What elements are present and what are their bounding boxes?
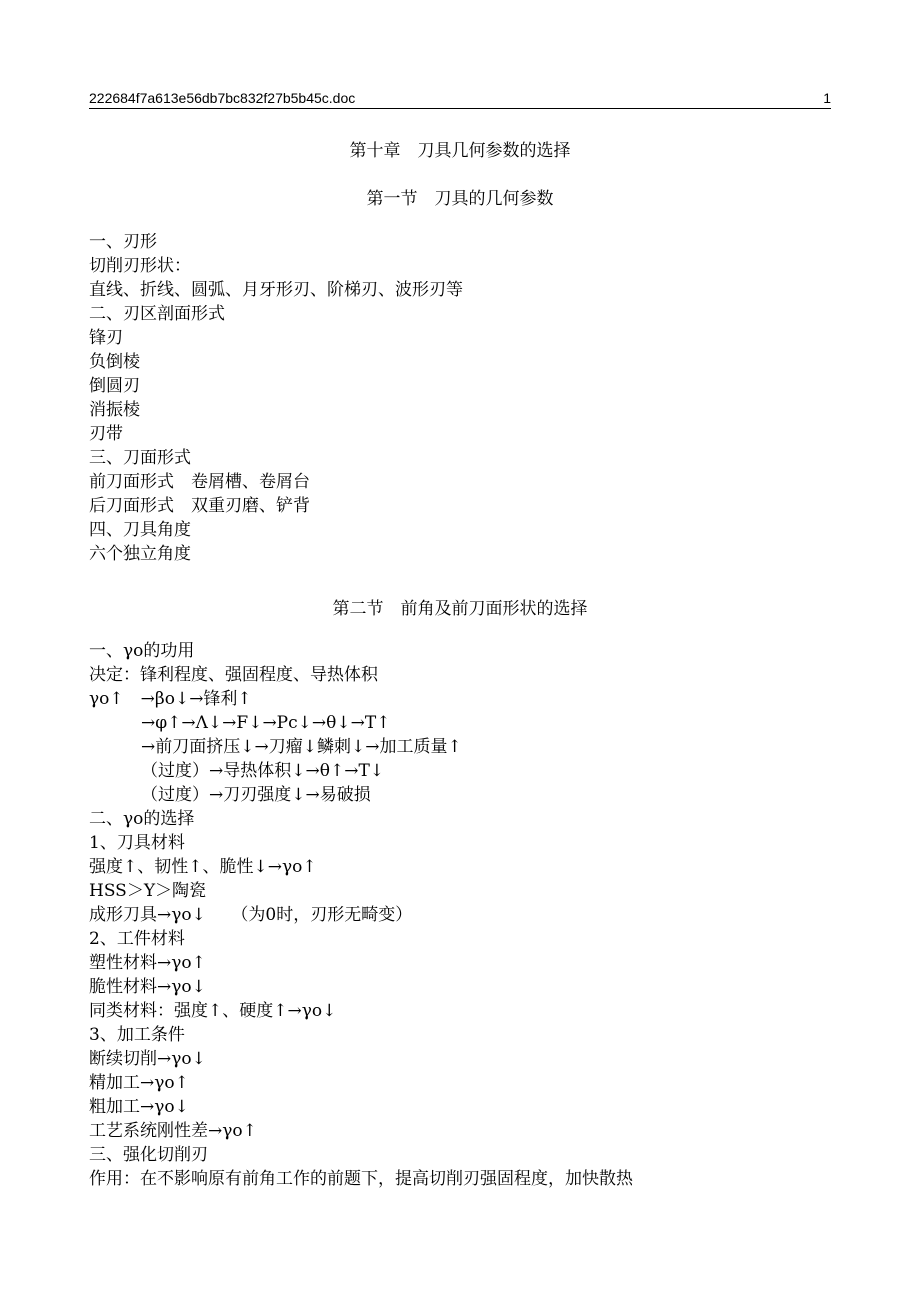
s2-line-20: 粗加工→γo↓ — [89, 1097, 189, 1117]
s2-line-15: 脆性材料→γo↓ — [89, 977, 206, 997]
s1-line-8: 消振棱 — [89, 400, 140, 420]
section-2-title: 第二节 前角及前刀面形状的选择 — [332, 599, 588, 619]
s1-line-14: 六个独立角度 — [89, 544, 191, 564]
s2-line-13: 2、工件材料 — [89, 929, 185, 949]
s1-line-12: 后刀面形式 双重刃磨、铲背 — [89, 496, 310, 516]
s2-line-12: 成形刀具→γo↓ （为0时，刃形无畸变） — [89, 905, 413, 925]
chapter-title: 第十章 刀具几何参数的选择 — [349, 141, 571, 161]
s2-line-17: 3、加工条件 — [89, 1025, 185, 1045]
s2-line-22: 三、强化切削刃 — [89, 1145, 208, 1165]
s2-line-2: 决定：锋利程度、强固程度、导热体积 — [89, 665, 378, 685]
s1-line-7: 倒圆刃 — [89, 376, 140, 396]
s2-line-7: （过度）→刀刃强度↓→易破损 — [141, 785, 371, 805]
s2-line-16: 同类材料：强度↑、硬度↑→γo↓ — [89, 1001, 337, 1021]
s2-line-4: →φ↑→Λ↓→F↓→Pc↓→θ↓→T↑ — [141, 713, 391, 733]
s1-line-3: 直线、折线、圆弧、月牙形刃、阶梯刃、波形刃等 — [89, 280, 463, 300]
header-filename: 222684f7a613e56db7bc832f27b5b45c.doc — [89, 90, 356, 106]
s2-line-18: 断续切削→γo↓ — [89, 1049, 206, 1069]
s1-line-9: 刃带 — [89, 424, 123, 444]
s1-line-13: 四、刀具角度 — [89, 520, 191, 540]
s1-line-1: 一、刃形 — [89, 232, 157, 252]
s1-line-5: 锋刃 — [89, 328, 123, 348]
page-header — [89, 90, 831, 109]
s2-line-9: 1、刀具材料 — [89, 833, 185, 853]
s2-line-10: 强度↑、韧性↑、脆性↓→γo↑ — [89, 857, 317, 877]
s2-line-3: γo↑ →βo↓→锋利↑ — [89, 689, 252, 709]
s2-line-19: 精加工→γo↑ — [89, 1073, 189, 1093]
section-1-title: 第一节 刀具的几何参数 — [366, 189, 554, 209]
s1-line-10: 三、刀面形式 — [89, 448, 191, 468]
s2-line-5: →前刀面挤压↓→刀瘤↓鳞刺↓→加工质量↑ — [141, 737, 462, 757]
s1-line-6: 负倒棱 — [89, 352, 140, 372]
s2-line-11: HSS＞Y＞陶瓷 — [89, 881, 207, 901]
s1-line-11: 前刀面形式 卷屑槽、卷屑台 — [89, 472, 310, 492]
s2-line-21: 工艺系统刚性差→γo↑ — [89, 1121, 257, 1141]
s2-line-1: 一、γo的功用 — [89, 641, 195, 661]
s2-line-8: 二、γo的选择 — [89, 809, 195, 829]
s2-line-23: 作用：在不影响原有前角工作的前题下，提高切削刃强固程度，加快散热 — [89, 1169, 633, 1189]
s2-line-6: （过度）→导热体积↓→θ↑→T↓ — [141, 761, 385, 781]
s2-line-14: 塑性材料→γo↑ — [89, 953, 206, 973]
s1-line-2: 切削刃形状： — [89, 256, 191, 276]
header-page-number: 1 — [823, 90, 831, 106]
s1-line-4: 二、刃区剖面形式 — [89, 304, 225, 324]
